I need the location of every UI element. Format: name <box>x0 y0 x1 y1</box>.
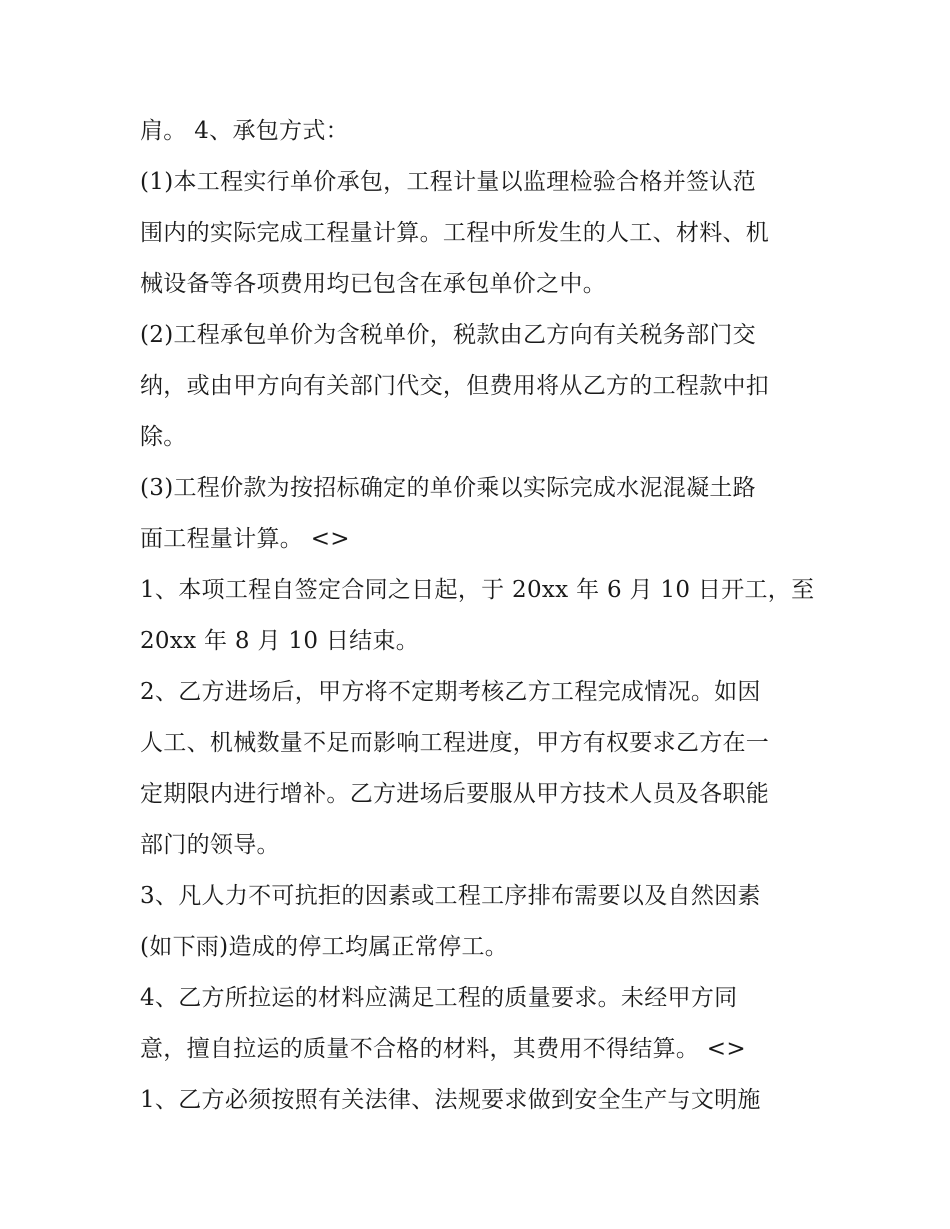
text-line: 纳，或由甲方向有关部门代交，但费用将从乙方的工程款中扣 <box>140 373 770 399</box>
text-line: 械设备等各项费用均已包含在承包单价之中。 <box>140 271 606 297</box>
text-line: (2)工程承包单价为含税单价，税款由乙方向有关税务部门交 <box>140 322 756 348</box>
text-line: 4、乙方所拉运的材料应满足工程的质量要求。未经甲方同 <box>140 985 738 1011</box>
text-line: 20xx 年 8 月 10 日结束。 <box>140 628 420 654</box>
text-line: (3)工程价款为按招标确定的单价乘以实际完成水泥混凝土路 <box>140 475 756 501</box>
text-line: 1、乙方必须按照有关法律、法规要求做到安全生产与文明施 <box>140 1087 761 1113</box>
text-line: 意，擅自拉运的质量不合格的材料，其费用不得结算。 <> <box>140 1036 746 1062</box>
text-line: 肩。 4、承包方式： <box>140 118 349 144</box>
text-line: 围内的实际完成工程量计算。工程中所发生的人工、材料、机 <box>140 220 770 246</box>
text-line: 定期限内进行增补。乙方进场后要服从甲方技术人员及各职能 <box>140 781 770 807</box>
text-line: 除。 <box>140 424 187 450</box>
text-line: 人工、机械数量不足而影响工程进度，甲方有权要求乙方在一 <box>140 730 770 756</box>
text-line: 部门的领导。 <box>140 832 280 858</box>
text-line: 2、乙方进场后，甲方将不定期考核乙方工程完成情况。如因 <box>140 679 761 705</box>
text-line: 面工程量计算。 <> <box>140 526 350 552</box>
text-line: (如下雨)造成的停工均属正常停工。 <box>140 934 509 960</box>
text-line: (1)本工程实行单价承包，工程计量以监理检验合格并签认范 <box>140 169 756 195</box>
text-line: 1、本项工程自签定合同之日起，于 20xx 年 6 月 10 日开工，至 <box>140 577 815 603</box>
text-line: 3、凡人力不可抗拒的因素或工程工序排布需要以及自然因素 <box>140 883 761 909</box>
